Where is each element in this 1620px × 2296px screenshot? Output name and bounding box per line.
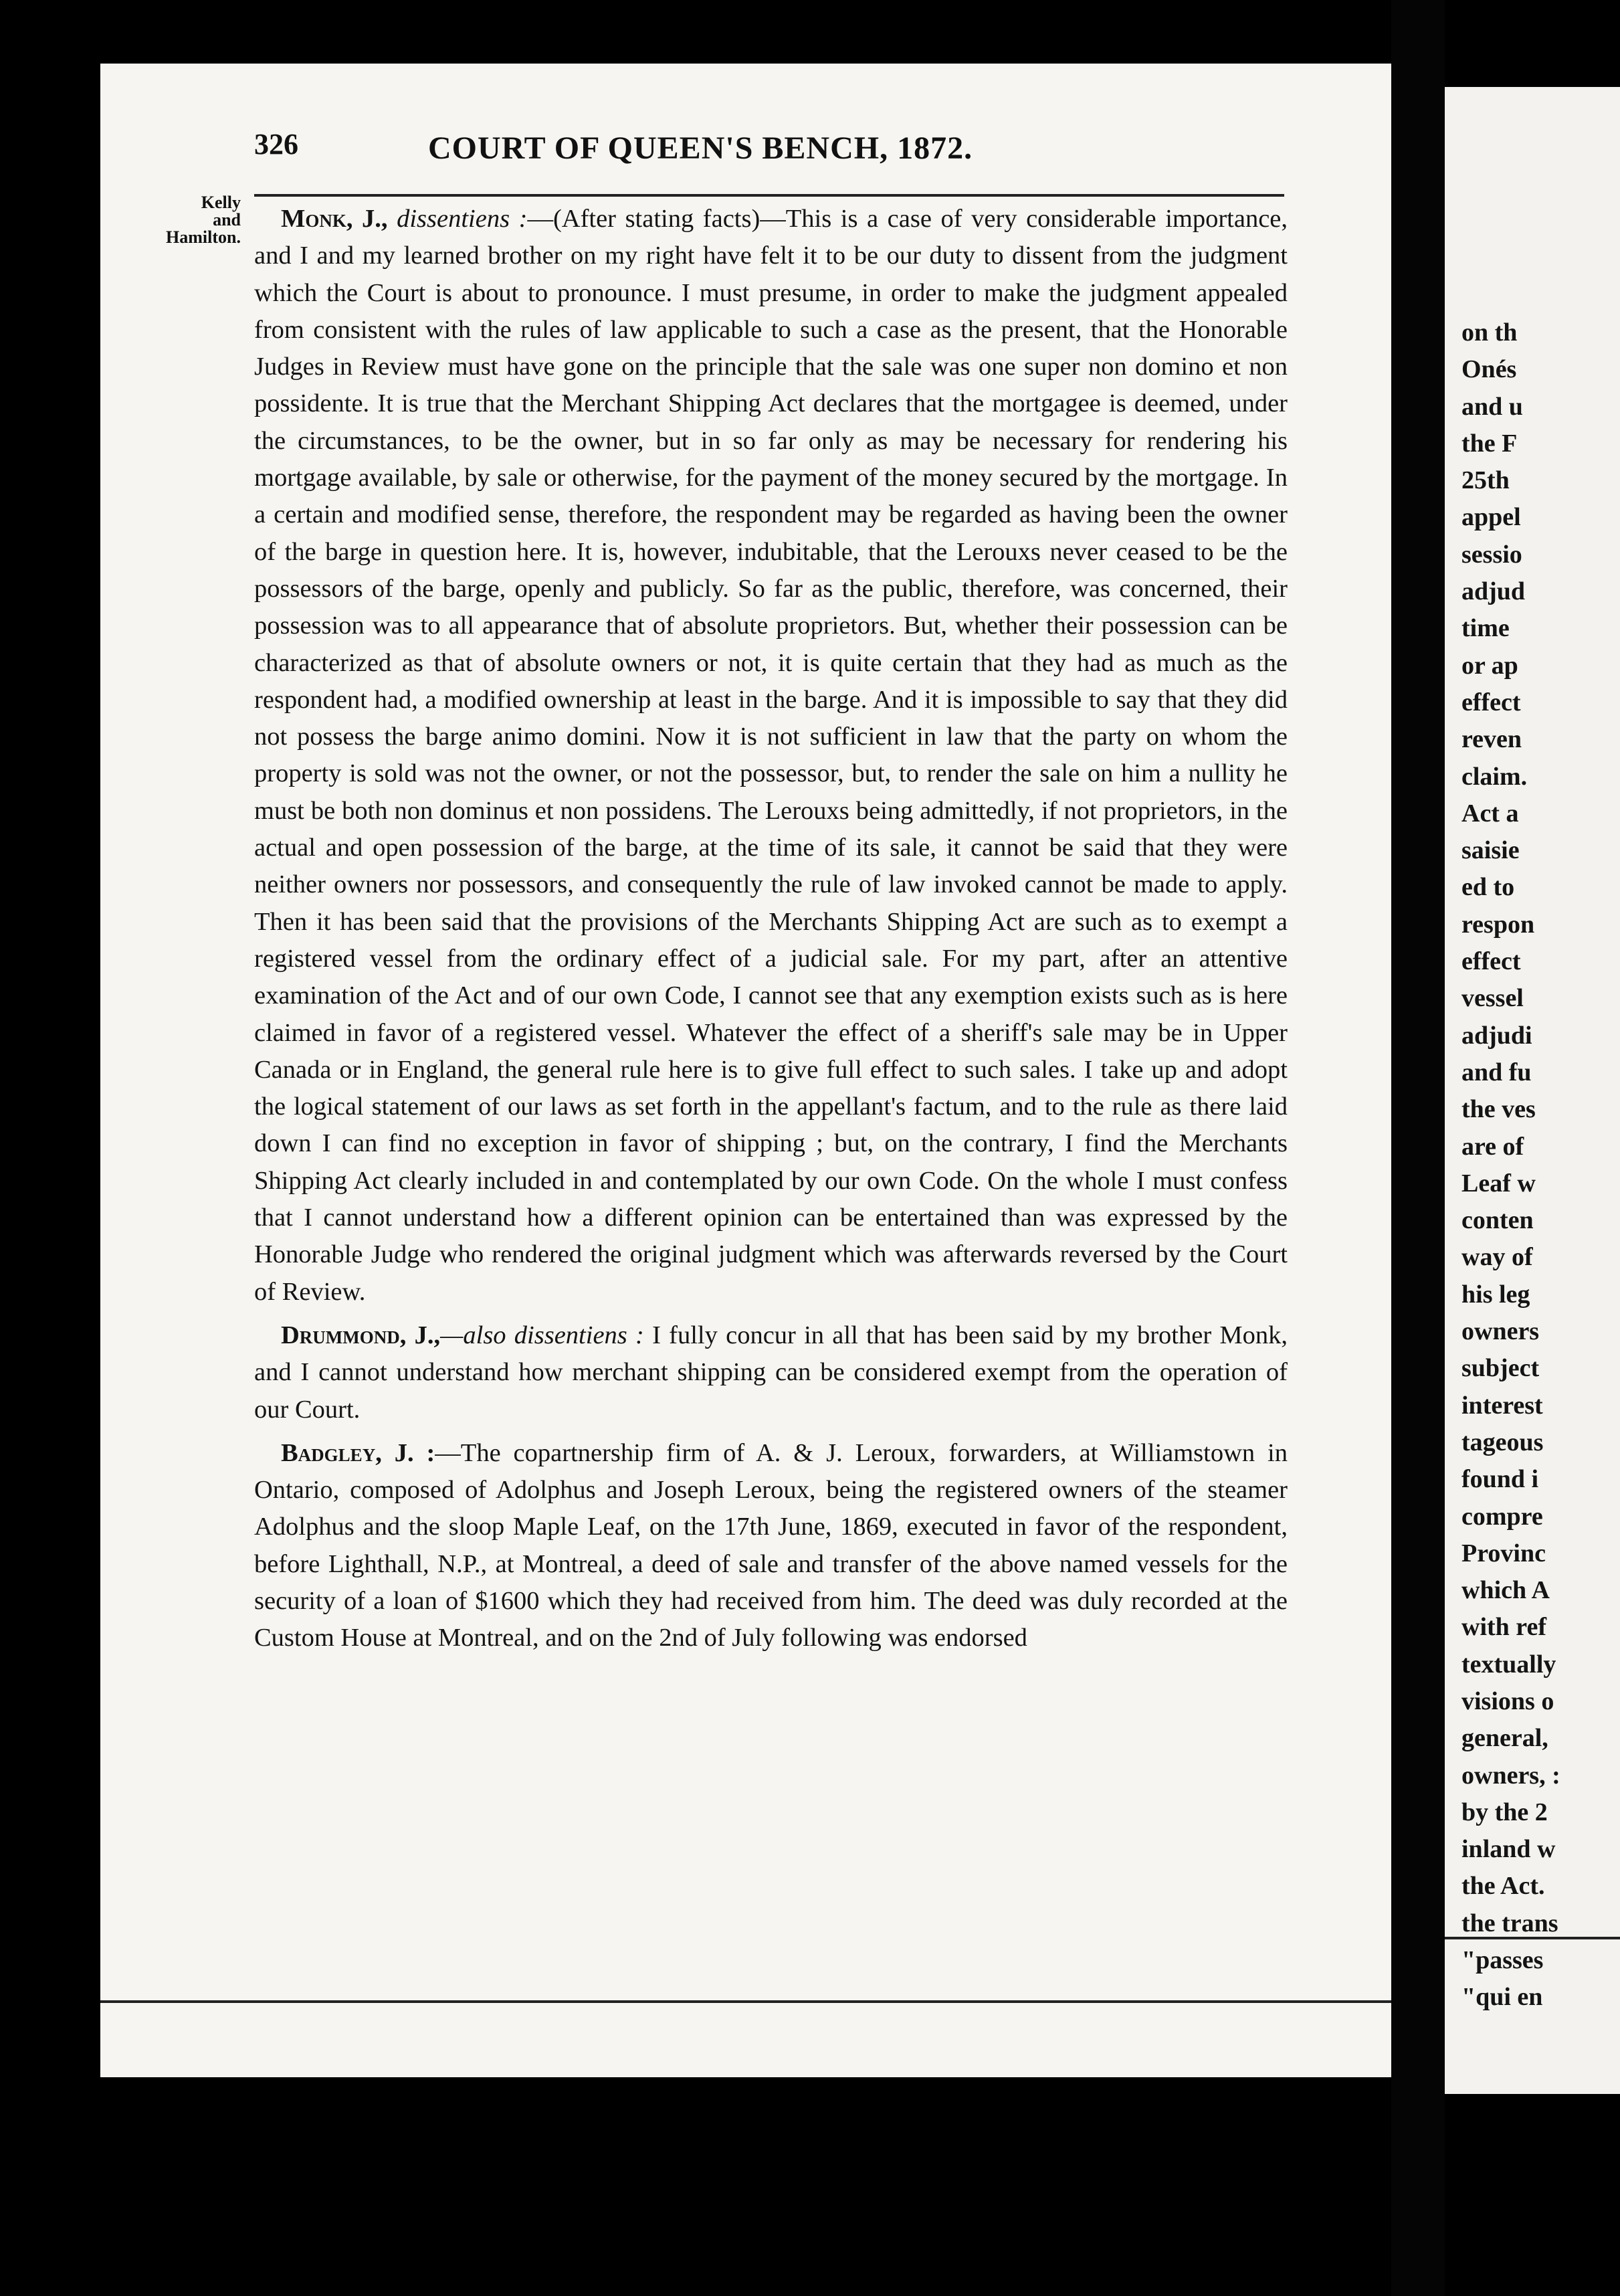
- adjacent-page-line: interest: [1461, 1391, 1543, 1420]
- adjacent-page-line: his leg: [1461, 1280, 1530, 1309]
- adjacent-page-line: compre: [1461, 1502, 1543, 1531]
- body-text: [254, 201, 1288, 1657]
- adjacent-page-line: owners: [1461, 1317, 1540, 1346]
- paragraph-text: I fully concur in all that has been said by my brother Monk, and I cannot understand how merchant shipping can be considered exempt from the operation of our Court.: [254, 1321, 1288, 1424]
- adjacent-page-line: Onés: [1461, 355, 1517, 384]
- adjacent-page-line: "passes: [1461, 1946, 1544, 1975]
- adjacent-page-line: are of: [1461, 1132, 1524, 1161]
- bottom-rule: [100, 2000, 1391, 2003]
- adjacent-page-line: Act a: [1461, 799, 1519, 828]
- adjacent-page-line: ed to: [1461, 873, 1515, 902]
- adjacent-page-line: adjud: [1461, 577, 1526, 606]
- adjacent-page-line: found i: [1461, 1465, 1539, 1494]
- speaker: Drummond, J.,: [281, 1321, 441, 1349]
- page-gutter: [1391, 0, 1445, 2296]
- margin-note: [120, 194, 241, 246]
- adjacent-page-line: or ap: [1461, 651, 1518, 680]
- paragraph-monk: [254, 201, 1288, 1311]
- adjacent-page-line: by the 2: [1461, 1798, 1548, 1826]
- adjacent-page-line: and u: [1461, 392, 1523, 421]
- adjacent-page-line: 25th: [1461, 466, 1510, 495]
- speaker: Badgley, J. :: [281, 1438, 435, 1467]
- adjacent-page-line: effect: [1461, 688, 1521, 716]
- adjacent-page-line: inland w: [1461, 1835, 1556, 1864]
- adjacent-page-line: general,: [1461, 1724, 1548, 1753]
- page-header: [254, 127, 1298, 181]
- adjacent-page-line: adjudi: [1461, 1021, 1532, 1050]
- adjacent-page-line: claim.: [1461, 762, 1528, 791]
- adjacent-page-line: "qui en: [1461, 1983, 1543, 2012]
- margin-note-line: and: [213, 210, 241, 229]
- paragraph-text: —(After stating facts)—This is a case of very considerable importance, and I and my learned brother on my right have felt it to be our duty to dissent from the judgment which the Court is about to pronounce. I must presume, in order to make the judgment appealed from consistent with the rules of law applicable to such a case as the present, that the Honorable Judges in Review must have gone on the principle that the sale was one super non domino et non possidente. It is true that the Merchant Shipping Act declares that the mortgagee is deemed, under the circumstances, to be the owner, but in so far only as may be necessary for rendering his mortgage available, by sale or otherwise, for the payment of the money secured by the mortgage. In a certain and modified sense, therefore, the respondent may be regarded as having been the owner of the barge in question here. It is, however, indubitable, that the Lerouxs never ceased to be the possessors of the barge, openly and publicly. So far as the public, therefore, was concerned, their possession was to all appearance that of absolute proprietors. But, whether their possession can be characterized as that of absolute owners or not, it is quite certain that they had as much as the respondent had, a modified ownership at least in the barge. And it is impossible to say that they did not possess the barge animo domini. Now it is not sufficient in law that the party on whom the property is sold was not the owner, or not the possessor, but, to render the sale on him a nullity he must be both non dominus et non possidens. The Lerouxs being admittedly, if not proprietors, in the actual and open possession of the barge, at the time of its sale, it cannot be said that they were neither owners nor possessors, and consequently the rule of law invoked cannot be made to apply. Then it has been said that the provisions of the Merchants Shipping Act are such as to exempt a registered vessel from the ordinary effect of a judicial sale. For my part, after an attentive examination of the Act and of our own Code, I cannot see that any exemption exists such as is here claimed in favor of a registered vessel. Whatever the effect of a sheriff's sale may be in Upper Canada or in England, the general rule here is to give full effect to such sales. I take up and adopt the logical statement of our laws as set forth in the appellant's factum, and to the rule as there laid down I can find no exception in favor of shipping ; but, on the contrary, I find the Merchants Shipping Act clearly included in and contemplated by our own Code. On the whole I must confess that I cannot understand how a different opinion can be entertained than was expressed by the Honorable Judge who rendered the original judgment which was afterwards reversed by the Court of Review.: [254, 205, 1288, 1306]
- adjacent-page-line: tageous: [1461, 1428, 1544, 1456]
- adjacent-page-line: vessel: [1461, 984, 1524, 1013]
- adjacent-page-line: effect: [1461, 947, 1521, 976]
- speaker: Monk, J.,: [281, 205, 388, 233]
- adjacent-page-line: reven: [1461, 725, 1522, 754]
- adjacent-page-line: with ref: [1461, 1613, 1546, 1642]
- adjacent-page-line: the trans: [1461, 1909, 1558, 1937]
- adjacent-page-line: the Act.: [1461, 1872, 1545, 1901]
- adjacent-page-line: conten: [1461, 1206, 1534, 1235]
- adjacent-page-line: visions o: [1461, 1687, 1554, 1715]
- margin-note-line: Kelly: [201, 193, 241, 212]
- adjacent-page-line: which A: [1461, 1576, 1550, 1605]
- adjacent-page-text: [1461, 314, 1620, 2016]
- paragraph-badgley: [254, 1435, 1288, 1657]
- margin-note-line: Hamilton.: [166, 227, 241, 247]
- adjacent-page-line: on th: [1461, 318, 1518, 347]
- adjacent-page-line: subject: [1461, 1354, 1540, 1383]
- adjacent-page-line: saisie: [1461, 836, 1520, 865]
- adjacent-page-line: textually: [1461, 1650, 1556, 1679]
- paragraph-text: —The copartnership firm of A. & J. Leroux, forwarders, at Williamstown in Ontario, composed of Adolphus and Joseph Leroux, being the registered owners of the steamer Adolphus and the sloop Maple Leaf, on the 17th June, 1869, executed in favor of the respondent, before Lighthall, N.P., at Montreal, a deed of sale and transfer of the above named vessels for the security of a loan of $1600 which they had received from him. The deed was duly recorded at the Custom House at Montreal, and on the 2nd of July following was endorsed: [254, 1438, 1288, 1652]
- paragraph-lead: —also dissentiens :: [440, 1321, 644, 1349]
- adjacent-page-line: way of: [1461, 1243, 1533, 1272]
- running-head: COURT OF QUEEN'S BENCH, 1872.: [428, 130, 973, 166]
- adjacent-page-line: respon: [1461, 910, 1535, 939]
- adjacent-page-line: time: [1461, 614, 1510, 643]
- adjacent-page-line: Provinc: [1461, 1539, 1546, 1567]
- adjacent-page-line: Leaf w: [1461, 1169, 1536, 1198]
- adjacent-page-line: the F: [1461, 429, 1518, 458]
- adjacent-page-line: the ves: [1461, 1095, 1536, 1124]
- page-number: 326: [254, 128, 298, 161]
- adjacent-page-line: sessio: [1461, 540, 1522, 569]
- adjacent-page-line: owners, :: [1461, 1761, 1560, 1790]
- adjacent-page-line: appel: [1461, 503, 1521, 532]
- paragraph-lead: dissentiens :: [397, 205, 528, 233]
- adjacent-page-line: and fu: [1461, 1058, 1532, 1086]
- header-rule: [254, 194, 1284, 197]
- paragraph-drummond: [254, 1317, 1288, 1428]
